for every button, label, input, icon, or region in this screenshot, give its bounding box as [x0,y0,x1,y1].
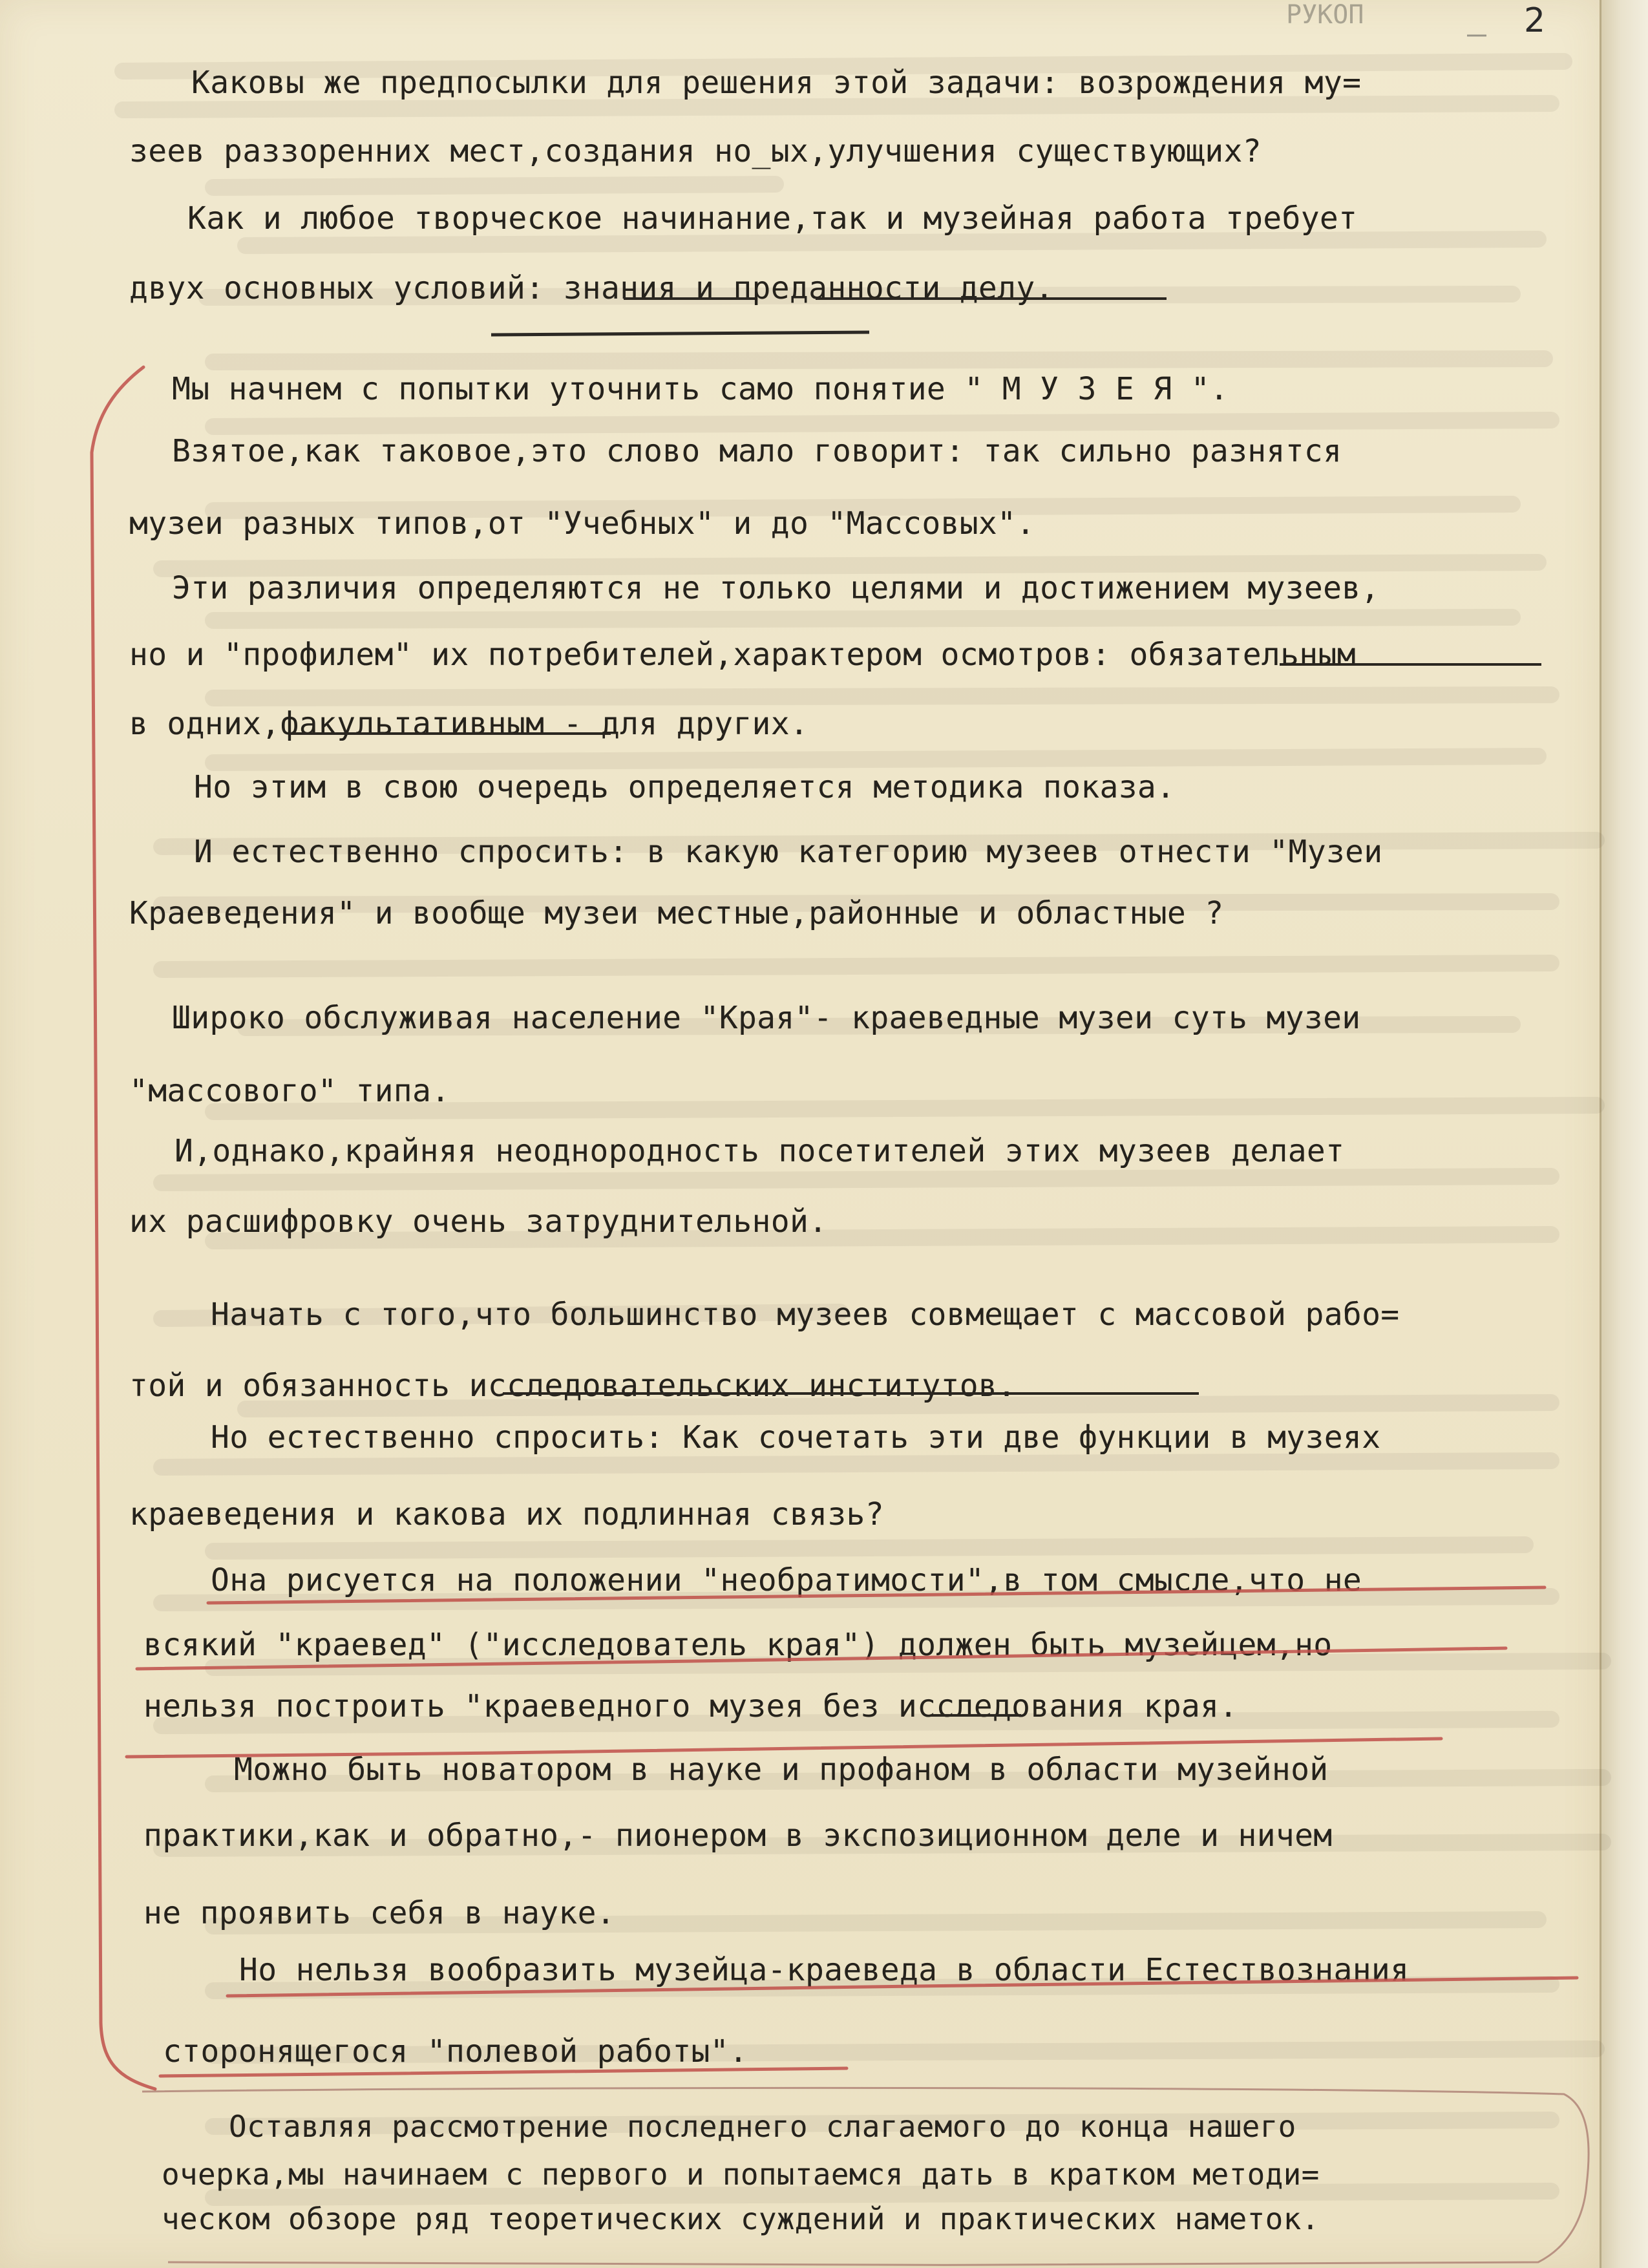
text-line: Она рисуется на положении "необратимости",в том смысле,что не [211,1562,1362,1598]
text-line: двух основных условий: знания и преданности делу. [129,270,1054,306]
text-line: Но этим в свою очередь определяется методика показа. [194,769,1176,805]
text-line: той и обязанность исследовательских институтов. [129,1368,1017,1404]
text-line: Как и любое творческое начинание,так и музейная работа требует [187,200,1358,237]
stamp-fragment: РУКОП [1286,0,1364,30]
text-line: очерка,мы начинаем с первого и попытаемся дать в кратком методи= [162,2157,1320,2192]
text-line: не проявить себя в науке. [143,1895,615,1931]
text-line: Можно быть новатором в науке и профаном в области музейной [234,1752,1329,1788]
text-line: Эти различия определяются не только целями и достижением музеев, [172,570,1380,606]
text-line: Взятое,как таковое,это слово мало говорит: так сильно разнятся [172,433,1342,469]
text-line: Начать с того,что большинство музеев совмещает с массовой рабо= [211,1297,1400,1333]
text-line: сторонящегося "полевой работы". [163,2033,748,2070]
text-line: И,однако,крайняя неоднородность посетителей этих музеев делает [174,1133,1345,1169]
text-line: И естественно спросить: в какую категорию музеев отнести "Музеи [194,834,1383,870]
text-line: практики,как и обратно,- пионером в экспозиционном деле и ничем [143,1818,1333,1854]
text-line: музеи разных типов,от "Учебных" и до "Массовых". [129,505,1035,542]
text-line: Каковы же предпосылки для решения этой задачи: возрождения му= [191,65,1362,101]
text-line: всякий "краевед" ("исследователь края") должен быть музейцем,но [143,1627,1333,1663]
page-number: 2 [1524,1,1546,40]
next-page-edge [1600,0,1648,2268]
text-line: нельзя построить "краеведного музея без исследования края. [143,1688,1238,1724]
text-line: краеведения и какова их подлинная связь? [129,1496,884,1532]
text-line: Но нельзя вообразить музейца-краеведа в области Естествознания [239,1952,1410,1988]
text-line: "массового" типа. [129,1073,450,1109]
text-line: Широко обслуживая население "Края"- краеведные музеи суть музеи [172,1000,1361,1036]
text-line: в одних,факультативным - для других. [129,706,809,742]
text-line: Оставляя рассмотрение последнего слагаемого до конца нашего [229,2109,1296,2144]
text-line: Краеведения" и вообще музеи местные,районные и областные ? [129,895,1224,931]
text-line: Мы начнем с попытки уточнить само понятие " М У З Е Я ". [172,371,1229,407]
text-line: их расшифровку очень затруднительной. [129,1203,828,1240]
text-line: зеев раззоренних мест,создания но_ых,улучшения существующих? [129,133,1262,169]
text-line: но и "профилем" их потребителей,характером осмотров: обязательным [129,637,1356,673]
text-line: Но естественно спросить: Как сочетать эти две функции в музеях [211,1419,1381,1456]
text-line: ческом обзоре ряд теоретических суждений и практических наметок. [162,2201,1320,2236]
